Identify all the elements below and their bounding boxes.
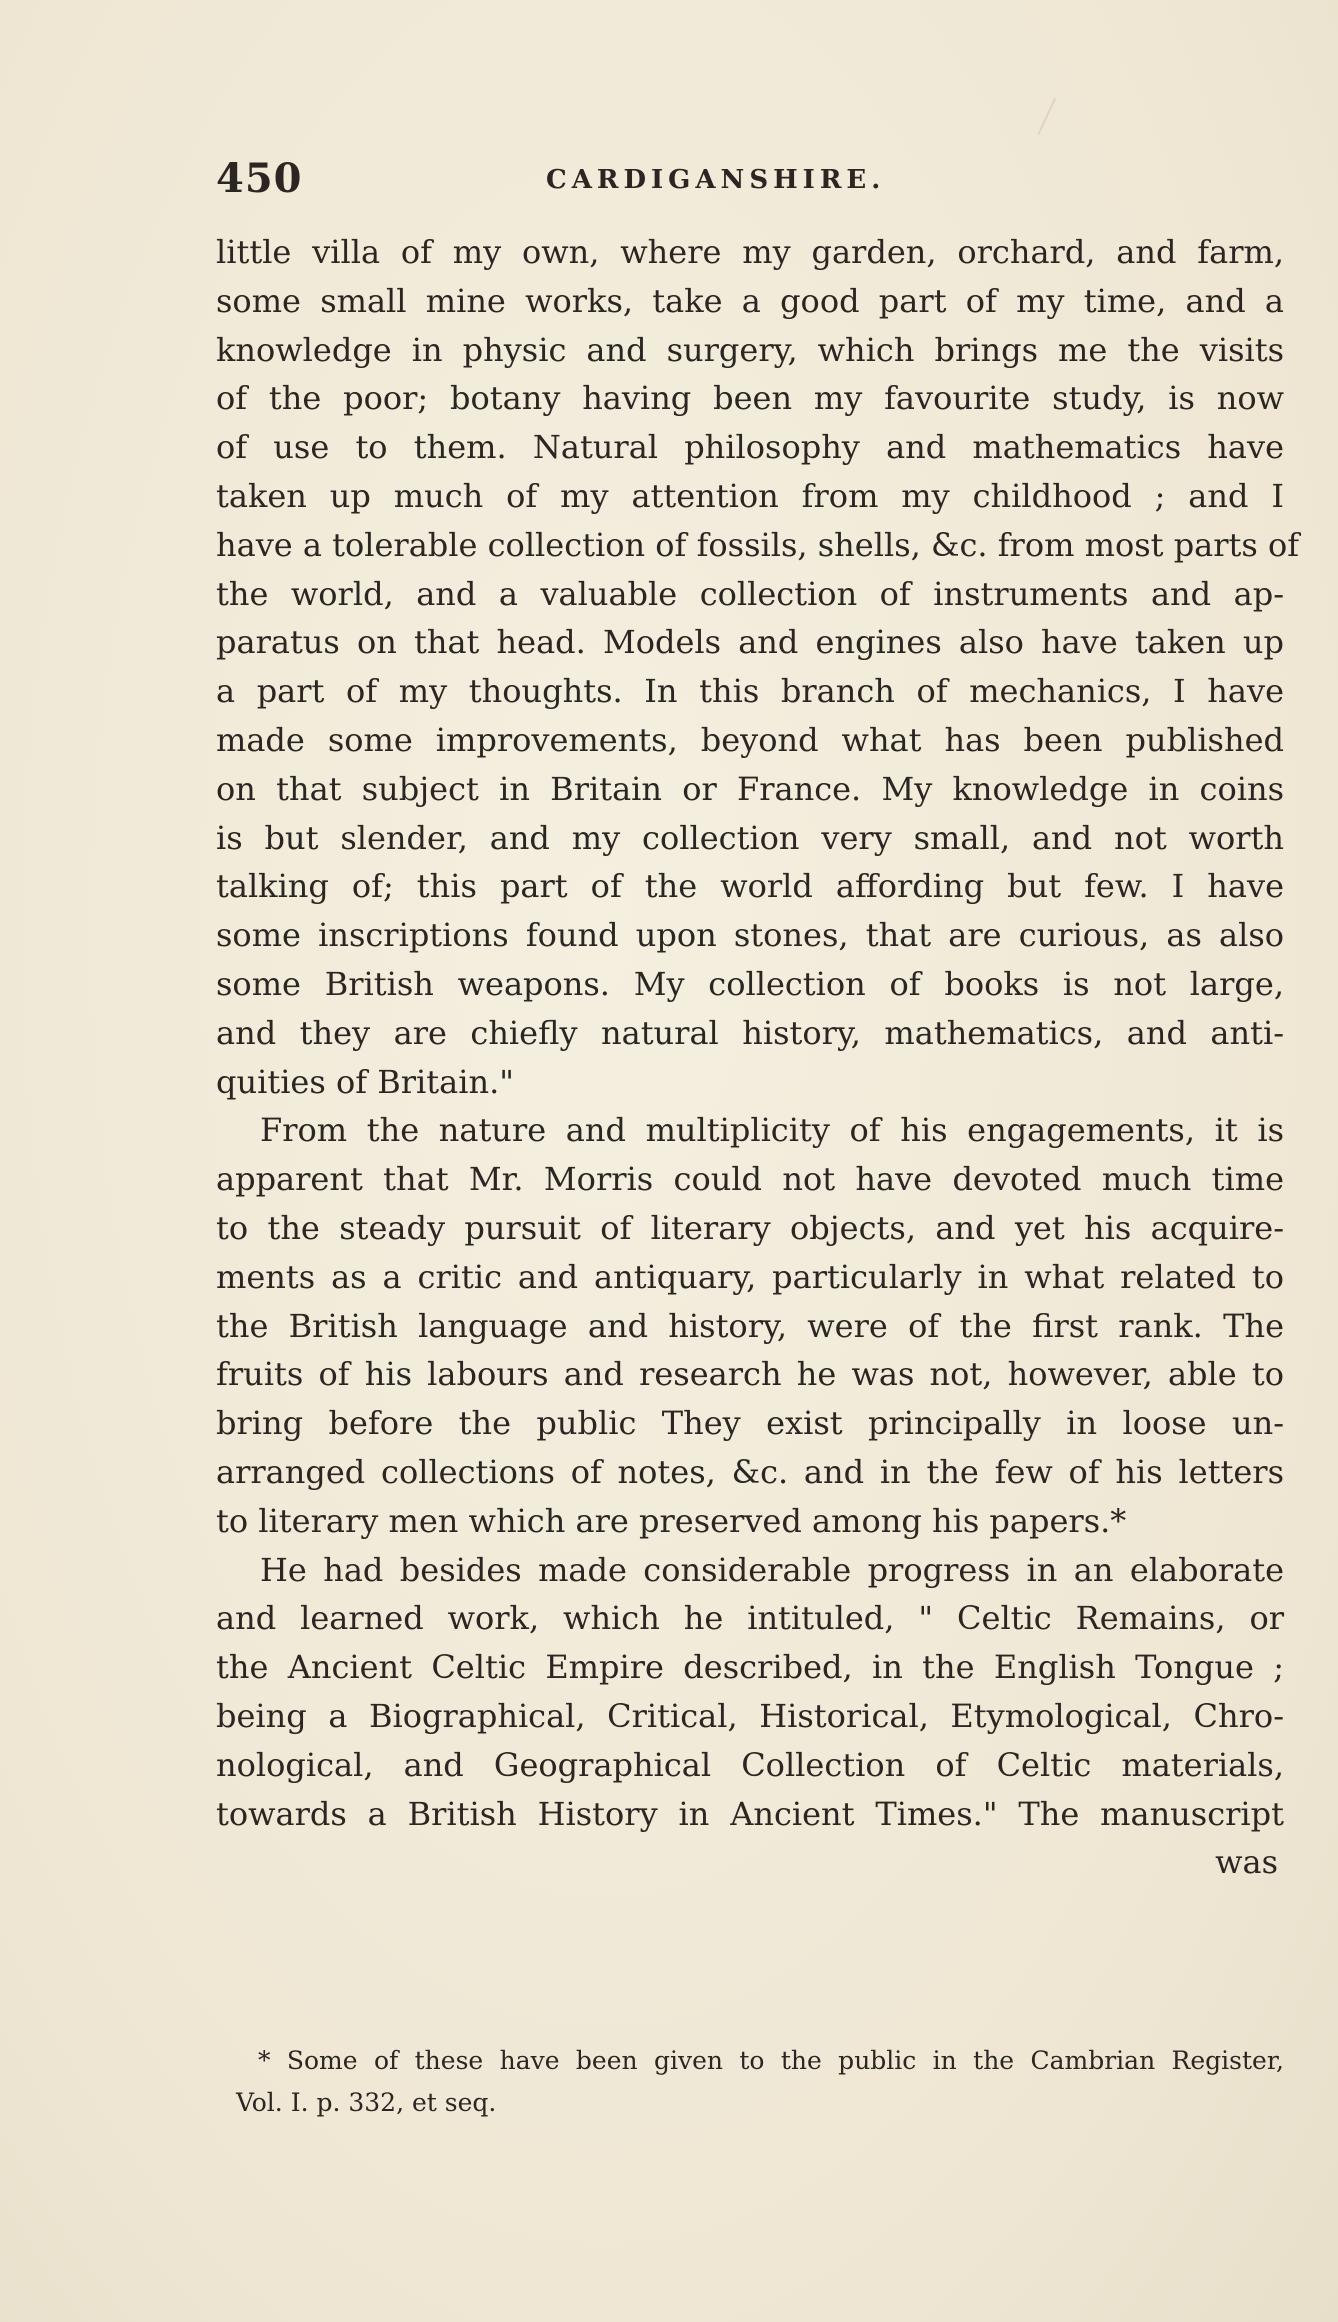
text-line: to literary men which are preserved among his papers.*	[216, 1501, 1127, 1540]
page-header	[216, 155, 1286, 205]
text-line: to the steady pursuit of literary objects, and yet his acquire-	[216, 1208, 1284, 1247]
text-line: ments as a critic and antiquary, particularly in what related to	[216, 1257, 1284, 1296]
text-line: arranged collections of notes, &c. and in the few of his letters	[216, 1452, 1284, 1491]
paper-mark	[1037, 98, 1072, 143]
text-line: nological, and Geographical Collection of Celtic materials,	[216, 1745, 1284, 1784]
text-line: the British language and history, were of the first rank. The	[216, 1306, 1284, 1345]
text-line: some small mine works, take a good part of my time, and a	[216, 281, 1284, 320]
text-line: and they are chiefly natural history, mathematics, and anti-	[216, 1013, 1284, 1052]
text-line: knowledge in physic and surgery, which brings me the visits	[216, 330, 1284, 369]
text-line: made some improvements, beyond what has been published	[216, 720, 1284, 759]
paragraph-start-line: He had besides made considerable progress in an elaborate	[260, 1550, 1284, 1589]
paragraph-start-line: From the nature and multiplicity of his engagements, it is	[260, 1111, 1284, 1150]
body-text	[216, 228, 1300, 1887]
text-line: fruits of his labours and research he was not, however, able to	[216, 1355, 1284, 1394]
footnote-line: * Some of these have been given to the public in the Cambrian Register,	[258, 2046, 1284, 2075]
text-line: some British weapons. My collection of books is not large,	[216, 964, 1284, 1003]
text-line: being a Biographical, Critical, Historical, Etymological, Chro-	[216, 1696, 1284, 1735]
text-line: of use to them. Natural philosophy and mathematics have	[216, 428, 1284, 467]
running-head: CARDIGANSHIRE.	[546, 165, 886, 195]
text-line: of the poor; botany having been my favourite study, is now	[216, 379, 1284, 418]
text-line: towards a British History in Ancient Times." The manuscript	[216, 1794, 1284, 1833]
text-line: the world, and a valuable collection of instruments and ap-	[216, 574, 1284, 613]
text-line: is but slender, and my collection very small, and not worth	[216, 818, 1284, 857]
text-line: taken up much of my attention from my childhood ; and I	[216, 476, 1284, 515]
text-line: bring before the public They exist principally in loose un-	[216, 1404, 1284, 1443]
text-line: some inscriptions found upon stones, that are curious, as also	[216, 916, 1284, 955]
text-line: and learned work, which he intituled, " Celtic Remains, or	[216, 1599, 1284, 1638]
text-line: apparent that Mr. Morris could not have devoted much time	[216, 1160, 1284, 1199]
text-line: paratus on that head. Models and engines also have taken up	[216, 623, 1284, 662]
text-line: talking of; this part of the world affording but few. I have	[216, 867, 1284, 906]
page-number: 450	[216, 155, 303, 202]
footnote	[236, 2040, 1284, 2124]
text-line: have a tolerable collection of fossils, shells, &c. from most parts of	[216, 525, 1300, 564]
text-line: little villa of my own, where my garden, orchard, and farm,	[216, 233, 1284, 271]
text-line: quities of Britain."	[216, 1062, 514, 1101]
footnote-line: Vol. I. p. 332, et seq.	[236, 2088, 497, 2117]
catchword: was	[1215, 1843, 1278, 1882]
text-line: a part of my thoughts. In this branch of mechanics, I have	[216, 672, 1284, 711]
text-line: on that subject in Britain or France. My knowledge in coins	[216, 769, 1284, 808]
text-line: the Ancient Celtic Empire described, in the English Tongue ;	[216, 1648, 1284, 1687]
